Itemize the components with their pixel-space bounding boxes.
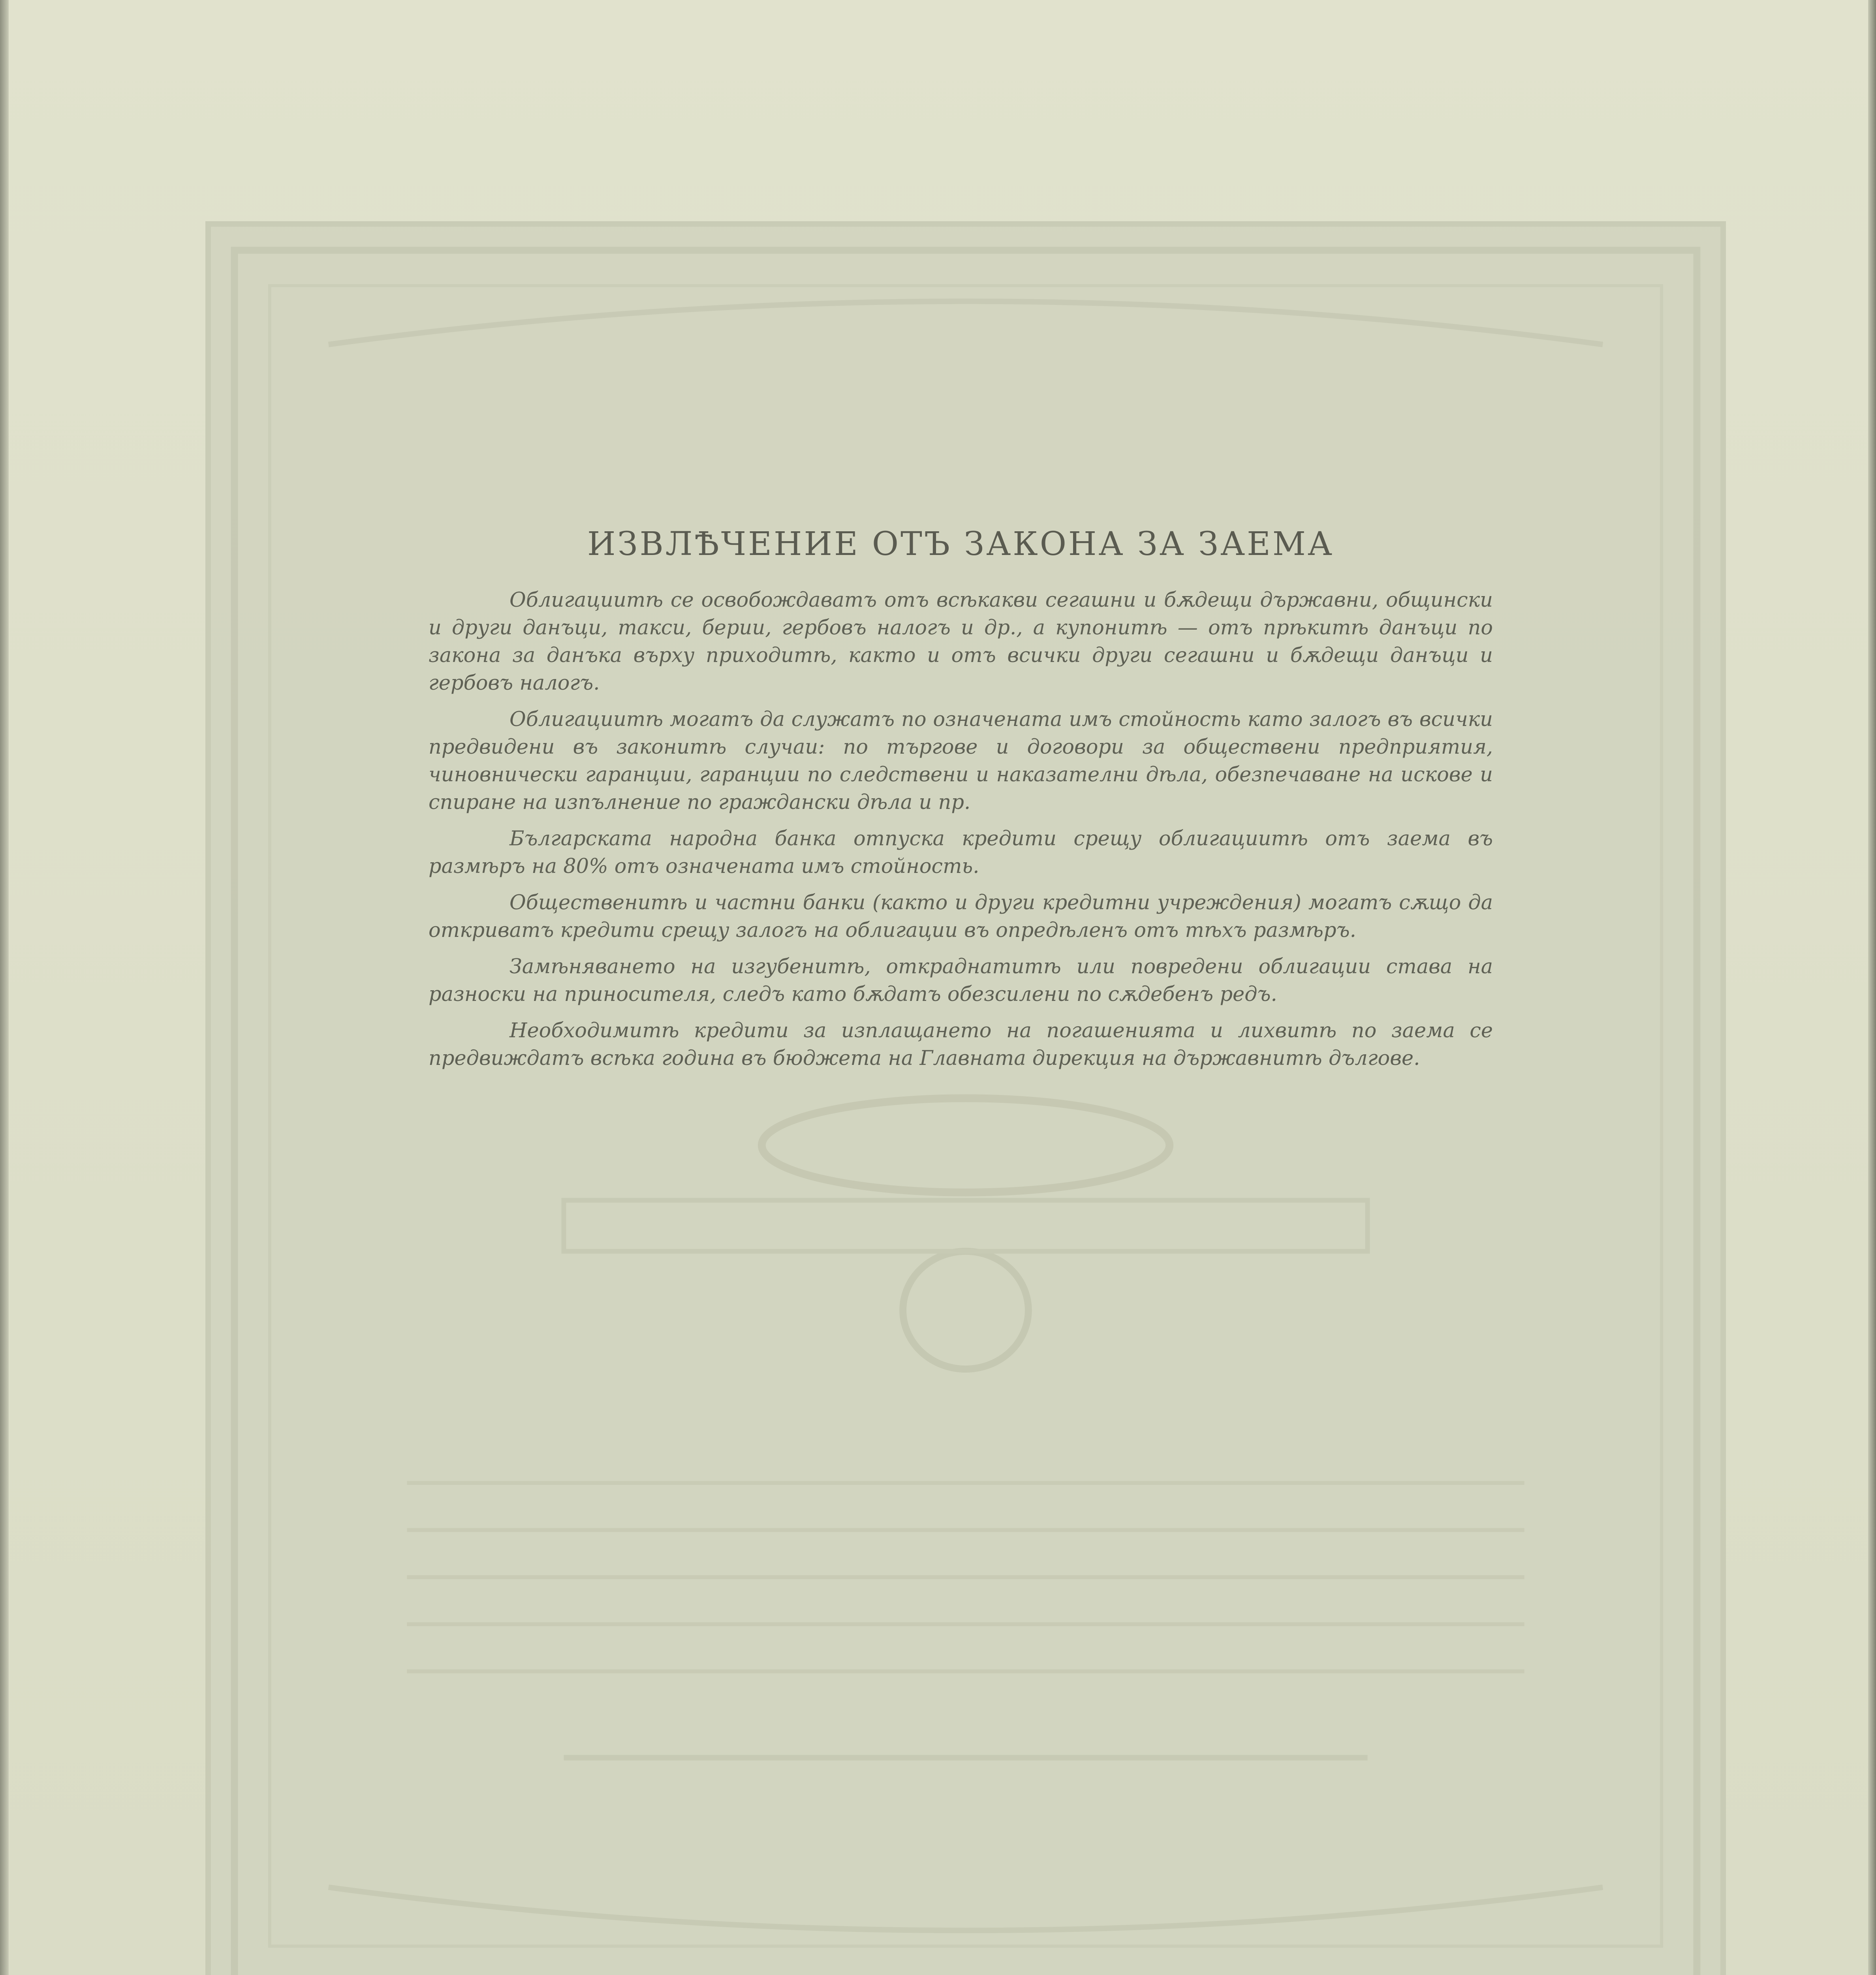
paragraph-replacement: Замѣняването на изгубенитѣ, откраднатитѣ или повредени облигации става на разноски на приносителя, следъ като бѫдатъ обезсилени по сѫдебенъ редъ. bbox=[429, 955, 1493, 1006]
law-extract bbox=[429, 525, 1493, 1081]
document-title: ИЗВЛѢЧЕНИЕ ОТЪ ЗАКОНА ЗА ЗАЕМА bbox=[587, 525, 1334, 563]
paragraph-private-banks: Общественитѣ и частни банки (както и други кредитни учреждения) могатъ сѫщо да откриватъ кредити срещу залогъ на облигации въ опредѣленъ отъ тѣхъ размѣръ. bbox=[429, 891, 1493, 942]
paragraph-budget: Необходимитѣ кредити за изплащането на погашенията и лихвитѣ по заема се предвиждатъ всѣка година въ бюджета на Главната дирекция на държавнитѣ дългове. bbox=[429, 1019, 1493, 1070]
paragraph-collateral: Облигациитѣ могатъ да служатъ по означената имъ стойность като залогъ въ всички предвидени въ законитѣ случаи: по търгове и договори за обществени предприятия, чиновнически гаранции, гаранции по следствени и наказателни дѣла, обезпечаване на искове и спиране на изпълнение по граждански дѣла и пр. bbox=[429, 708, 1493, 814]
bleed-through-ornament bbox=[211, 227, 1720, 1975]
bleed-through-certificate bbox=[205, 221, 1726, 1975]
paragraph-national-bank-credit: Българската народна банка отпуска кредити срещу облигациитѣ отъ заема въ размѣръ на 80% отъ означената имъ стойность. bbox=[429, 827, 1493, 878]
paragraph-tax-exemption: Облигациитѣ се освобождаватъ отъ всѣкакви сегашни и бѫдещи държавни, общински и други данъци, такси, берии, гербовъ налогъ и др., а купонитѣ — отъ прѣкитѣ данъци по закона за данъка върху приходитѣ, както и отъ всички други сегашни и бѫдещи данъци и гербовъ налогъ. bbox=[429, 589, 1493, 695]
page-edge-left bbox=[0, 0, 9, 1975]
page-edge-right bbox=[1868, 0, 1876, 1975]
